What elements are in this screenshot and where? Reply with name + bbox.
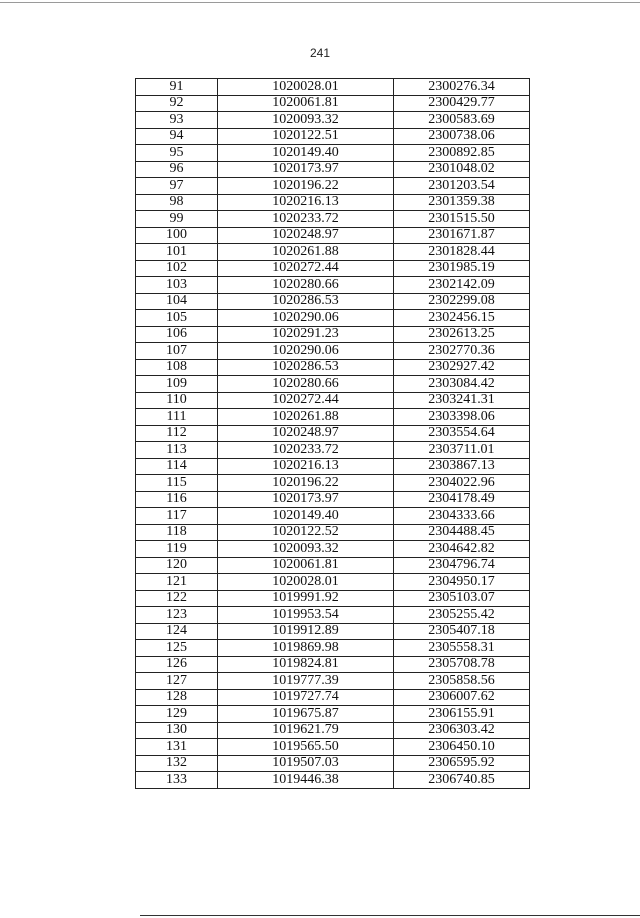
y-coordinate-cell: 2303398.06 [394,409,530,426]
table-row [136,95,530,112]
y-coordinate-cell: 2306303.42 [394,722,530,739]
y-coordinate-cell: 2306155.91 [394,706,530,723]
table-row [136,541,530,558]
y-coordinate-cell: 2304642.82 [394,541,530,558]
y-coordinate-cell: 2306595.92 [394,755,530,772]
x-coordinate-cell: 1020196.22 [218,475,394,492]
point-number-cell: 102 [136,260,218,277]
y-coordinate-cell: 2302770.36 [394,343,530,360]
x-coordinate-cell: 1020286.53 [218,293,394,310]
x-coordinate-cell: 1020173.97 [218,161,394,178]
x-coordinate-cell: 1020261.88 [218,244,394,261]
table-row [136,326,530,343]
x-coordinate-cell: 1020093.32 [218,112,394,129]
point-number-cell: 117 [136,508,218,525]
table-row [136,227,530,244]
table-row [136,673,530,690]
point-number-cell: 108 [136,359,218,376]
x-coordinate-cell: 1019953.54 [218,607,394,624]
point-number-cell: 129 [136,706,218,723]
page-number: 241 [309,46,331,60]
x-coordinate-cell: 1020061.81 [218,557,394,574]
y-coordinate-cell: 2304178.49 [394,491,530,508]
y-coordinate-cell: 2306007.62 [394,689,530,706]
point-number-cell: 94 [136,128,218,145]
table-row [136,475,530,492]
point-number-cell: 95 [136,145,218,162]
point-number-cell: 99 [136,211,218,228]
point-number-cell: 113 [136,442,218,459]
y-coordinate-cell: 2301048.02 [394,161,530,178]
point-number-cell: 127 [136,673,218,690]
y-coordinate-cell: 2300583.69 [394,112,530,129]
table-row [136,112,530,129]
y-coordinate-cell: 2301828.44 [394,244,530,261]
coordinates-table [135,78,530,789]
x-coordinate-cell: 1020272.44 [218,392,394,409]
y-coordinate-cell: 2305407.18 [394,623,530,640]
table-row [136,425,530,442]
y-coordinate-cell: 2301985.19 [394,260,530,277]
point-number-cell: 118 [136,524,218,541]
point-number-cell: 114 [136,458,218,475]
x-coordinate-cell: 1020248.97 [218,425,394,442]
table-row [136,689,530,706]
x-coordinate-cell: 1019446.38 [218,772,394,789]
y-coordinate-cell: 2303084.42 [394,376,530,393]
x-coordinate-cell: 1020149.40 [218,508,394,525]
x-coordinate-cell: 1020149.40 [218,145,394,162]
point-number-cell: 116 [136,491,218,508]
x-coordinate-cell: 1020028.01 [218,574,394,591]
y-coordinate-cell: 2306450.10 [394,739,530,756]
point-number-cell: 98 [136,194,218,211]
y-coordinate-cell: 2301515.50 [394,211,530,228]
y-coordinate-cell: 2300429.77 [394,95,530,112]
table-row [136,524,530,541]
table-row [136,574,530,591]
y-coordinate-cell: 2304950.17 [394,574,530,591]
y-coordinate-cell: 2303867.13 [394,458,530,475]
x-coordinate-cell: 1019507.03 [218,755,394,772]
table-row [136,128,530,145]
point-number-cell: 107 [136,343,218,360]
point-number-cell: 123 [136,607,218,624]
x-coordinate-cell: 1020290.06 [218,343,394,360]
table-row [136,178,530,195]
x-coordinate-cell: 1020093.32 [218,541,394,558]
table-row [136,293,530,310]
x-coordinate-cell: 1020061.81 [218,95,394,112]
y-coordinate-cell: 2306740.85 [394,772,530,789]
x-coordinate-cell: 1019727.74 [218,689,394,706]
table-row [136,392,530,409]
table-row [136,590,530,607]
point-number-cell: 104 [136,293,218,310]
y-coordinate-cell: 2300892.85 [394,145,530,162]
table-row [136,376,530,393]
y-coordinate-cell: 2304488.45 [394,524,530,541]
y-coordinate-cell: 2302299.08 [394,293,530,310]
point-number-cell: 101 [136,244,218,261]
table-row [136,491,530,508]
table-row [136,343,530,360]
table-row [136,244,530,261]
y-coordinate-cell: 2301671.87 [394,227,530,244]
y-coordinate-cell: 2305103.07 [394,590,530,607]
x-coordinate-cell: 1019824.81 [218,656,394,673]
table-row [136,194,530,211]
y-coordinate-cell: 2301359.38 [394,194,530,211]
table-row [136,211,530,228]
point-number-cell: 97 [136,178,218,195]
y-coordinate-cell: 2304333.66 [394,508,530,525]
table-row [136,79,530,96]
x-coordinate-cell: 1019912.89 [218,623,394,640]
y-coordinate-cell: 2301203.54 [394,178,530,195]
point-number-cell: 106 [136,326,218,343]
table-row [136,260,530,277]
y-coordinate-cell: 2302456.15 [394,310,530,327]
y-coordinate-cell: 2305558.31 [394,640,530,657]
point-number-cell: 93 [136,112,218,129]
point-number-cell: 105 [136,310,218,327]
table-row [136,607,530,624]
y-coordinate-cell: 2302927.42 [394,359,530,376]
table-row [136,442,530,459]
point-number-cell: 92 [136,95,218,112]
bottom-border-line [140,915,640,916]
table-row [136,772,530,789]
point-number-cell: 122 [136,590,218,607]
y-coordinate-cell: 2303554.64 [394,425,530,442]
x-coordinate-cell: 1020233.72 [218,211,394,228]
x-coordinate-cell: 1020216.13 [218,194,394,211]
x-coordinate-cell: 1019621.79 [218,722,394,739]
y-coordinate-cell: 2305708.78 [394,656,530,673]
x-coordinate-cell: 1020028.01 [218,79,394,96]
table-row [136,508,530,525]
y-coordinate-cell: 2300738.06 [394,128,530,145]
x-coordinate-cell: 1020261.88 [218,409,394,426]
x-coordinate-cell: 1020272.44 [218,260,394,277]
y-coordinate-cell: 2302613.25 [394,326,530,343]
point-number-cell: 112 [136,425,218,442]
x-coordinate-cell: 1020173.97 [218,491,394,508]
y-coordinate-cell: 2305255.42 [394,607,530,624]
x-coordinate-cell: 1020280.66 [218,376,394,393]
point-number-cell: 124 [136,623,218,640]
table-row [136,706,530,723]
x-coordinate-cell: 1020216.13 [218,458,394,475]
point-number-cell: 110 [136,392,218,409]
point-number-cell: 130 [136,722,218,739]
x-coordinate-cell: 1019777.39 [218,673,394,690]
x-coordinate-cell: 1020286.53 [218,359,394,376]
x-coordinate-cell: 1020290.06 [218,310,394,327]
x-coordinate-cell: 1019565.50 [218,739,394,756]
table-row [136,310,530,327]
table-row [136,277,530,294]
y-coordinate-cell: 2303241.31 [394,392,530,409]
point-number-cell: 125 [136,640,218,657]
y-coordinate-cell: 2303711.01 [394,442,530,459]
y-coordinate-cell: 2300276.34 [394,79,530,96]
point-number-cell: 120 [136,557,218,574]
point-number-cell: 132 [136,755,218,772]
point-number-cell: 119 [136,541,218,558]
table-row [136,623,530,640]
point-number-cell: 109 [136,376,218,393]
point-number-cell: 115 [136,475,218,492]
table-row [136,656,530,673]
x-coordinate-cell: 1020248.97 [218,227,394,244]
table-row [136,722,530,739]
point-number-cell: 126 [136,656,218,673]
point-number-cell: 91 [136,79,218,96]
x-coordinate-cell: 1020122.52 [218,524,394,541]
x-coordinate-cell: 1019869.98 [218,640,394,657]
point-number-cell: 131 [136,739,218,756]
x-coordinate-cell: 1020233.72 [218,442,394,459]
table-row [136,755,530,772]
table-row [136,145,530,162]
point-number-cell: 100 [136,227,218,244]
point-number-cell: 121 [136,574,218,591]
x-coordinate-cell: 1020196.22 [218,178,394,195]
y-coordinate-cell: 2302142.09 [394,277,530,294]
top-border-line [0,2,640,3]
x-coordinate-cell: 1020280.66 [218,277,394,294]
point-number-cell: 133 [136,772,218,789]
x-coordinate-cell: 1019991.92 [218,590,394,607]
x-coordinate-cell: 1020122.51 [218,128,394,145]
x-coordinate-cell: 1019675.87 [218,706,394,723]
table-row [136,458,530,475]
table-row [136,359,530,376]
point-number-cell: 111 [136,409,218,426]
point-number-cell: 96 [136,161,218,178]
point-number-cell: 128 [136,689,218,706]
table-row [136,640,530,657]
x-coordinate-cell: 1020291.23 [218,326,394,343]
coordinates-table-body [136,79,530,789]
y-coordinate-cell: 2304022.96 [394,475,530,492]
table-row [136,739,530,756]
table-row [136,557,530,574]
y-coordinate-cell: 2305858.56 [394,673,530,690]
table-row [136,161,530,178]
y-coordinate-cell: 2304796.74 [394,557,530,574]
table-row [136,409,530,426]
point-number-cell: 103 [136,277,218,294]
